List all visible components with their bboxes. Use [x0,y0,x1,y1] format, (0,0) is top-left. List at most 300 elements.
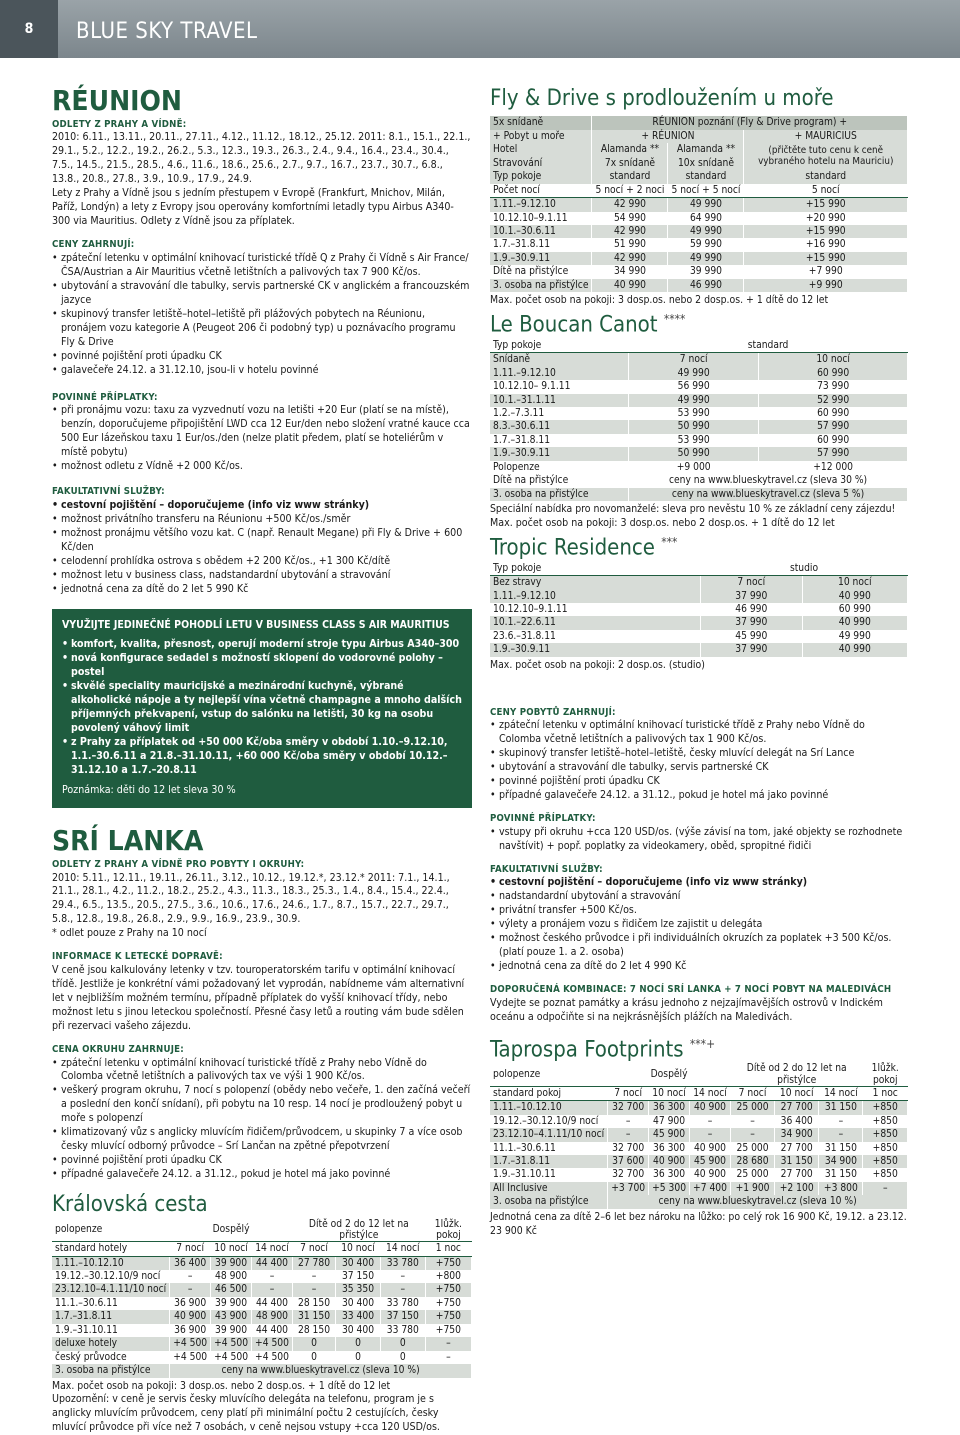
kralovska-rows [52,1256,472,1364]
table-cell: +4 500 [170,1337,211,1350]
table-row [490,474,908,487]
table-cell: – [730,1115,774,1128]
table-cell: 31 150 [819,1142,863,1155]
table-cell: 10.12.10– 9.1.11 [490,380,629,393]
combo-caption: DOPORUČENÁ KOMBINACE: 7 NOCÍ SRÍ LANKA + 7 NOCÍ POBYT NA MALEDIVÁCH [490,984,892,995]
table-cell: 31 150 [775,1155,819,1168]
table-cell: 27 700 [775,1168,819,1181]
table-cell: (přičtěte tuto cenu k ceně vybraného hotelu na Mauriciu) [744,143,908,170]
kralovska-note-1: Max. počet osob na pokoji: 3 dosp.os. nebo 2 dosp.os. + 1 dítě do 12 let [52,1379,391,1392]
table-cell: +3 700 [608,1182,649,1195]
table-cell: 1.7.–31.8.11 [490,1155,608,1168]
table-cell: 33 780 [380,1297,425,1310]
taprospa-title-text: Taprospa Footprints [490,1036,684,1062]
table-cell: +9 990 [744,279,908,292]
table-cell: 45 900 [649,1128,690,1141]
table-cell: 51 990 [592,238,668,251]
table-cell: 60 990 [759,434,908,447]
table-cell: 40 990 [802,643,907,656]
list-item: • případné galavečeře 24.12. a 31.12., pokud je hotel má jako povinné [490,789,908,803]
table-cell: – [292,1283,335,1296]
table-cell: 1.9.–30.9.11 [490,447,629,460]
list-item: • možnost privátního transferu na Réunionu +500 Kč/os./směr [52,513,472,527]
table-row [52,1337,472,1350]
table-cell: 49 990 [668,198,744,212]
table-header-cell: Dospělý [170,1219,293,1242]
table-row [52,1364,472,1377]
table-row [490,1128,908,1141]
table-cell: – [425,1337,471,1350]
table-cell: 36 300 [649,1142,690,1155]
table-row [52,1256,472,1270]
table-row [490,461,908,474]
table-row [52,1297,472,1310]
table-cell: 1.11.–10.12.10 [52,1256,170,1270]
table-cell: 19.12.–30.12.10/9 nocí [490,1115,608,1128]
reunion-optional-list [52,499,472,597]
list-item: • ubytování a stravování dle tabulky, servis partnerské CK [490,761,908,775]
table-row [490,1195,908,1208]
table-cell: +850 [863,1168,908,1181]
table-cell: 25 000 [730,1168,774,1181]
table-row [490,198,908,212]
table-row [490,447,908,460]
page-title: BLUE SKY TRAVEL [76,19,258,44]
table-cell: – [170,1283,211,1296]
table-cell: 54 990 [592,212,668,225]
list-item: • z Prahy za příplatek od +50 000 Kč/oba směry v období 1.10.–9.12.10, 1.1.–30.6.11 a 21.8.–31.10.11, +60 000 Kč/oba směry v období 10.12.–31.12.10 a 1.7.–20.8.11 [62,736,462,778]
business-box-note: Poznámka: děti do 12 let sleva 30 % [62,784,236,797]
kralovska-note-2: Upozornění: v ceně je servis česky mluvícího delegáta na telefonu, program je s anglicky mluvícím průvodcem, ceny platí při minimální počtu 2 cestujících, česky mluvící průvodce při více než 7 osobách, v ceně nejsou vstupy +cca 120 USD/os. [52,1393,440,1434]
list-item: • výlety a pronájem vozu s řidičem lze zajistit u delegáta [490,918,908,932]
table-cell: 39 900 [211,1256,252,1270]
table-cell: 28 150 [292,1324,335,1337]
table-cell: 39 900 [211,1297,252,1310]
list-item: • privátní transfer +500 Kč/os. [490,904,908,918]
table-cell: 1.9.–31.10.11 [490,1168,608,1181]
table-header-cell: 7 nocí [170,1242,211,1256]
table-header-cell: polopenze [52,1219,170,1242]
list-item: • nadstandardní ubytování a stravování [490,890,908,904]
table-cell: Stravování [490,157,592,170]
table-cell: 52 990 [759,394,908,407]
table-header-cell: 14 nocí [252,1242,293,1256]
table-header-cell: 1 noc [863,1086,908,1100]
table-cell: +850 [863,1115,908,1128]
table-row [490,143,908,156]
table-cell: 37 150 [380,1310,425,1323]
table-cell: 5 nocí + 5 nocí [668,184,744,198]
table-cell: 37 990 [701,616,803,629]
table-cell: 44 400 [252,1324,293,1337]
table-cell: 40 900 [649,1155,690,1168]
list-item: • nová konfigurace sedadel s možností sklopení do vodorovné polohy – postel [62,652,462,680]
list-item: • vstupy při okruhu +cca 120 USD/os. (výše závisí na tom, jaké objekty se rozhodnete navštívit) + popř. poplatky za videokamery, oběd, spropitné řidiči [490,826,908,854]
table-cell: 5x snídaně [490,116,592,129]
table-cell: 10.1.–31.1.11 [490,394,629,407]
table-cell: 0 [292,1337,335,1350]
table-cell: 28 680 [730,1155,774,1168]
table-cell: 43 900 [211,1310,252,1323]
table-header-cell: polopenze [490,1063,608,1086]
table-cell: 27 700 [775,1142,819,1155]
table-cell: 48 900 [252,1310,293,1323]
table-cell: RÉUNION poznání (Fly & Drive program) + [592,116,908,129]
combo-text: Vydejte se poznat památky a krásu jednoho z nejzajímavějších ostrovů v Indickém oceánu a odpočiňte si na nejkrásnějších plážích na Maledivách. [490,996,883,1023]
table-cell: 49 990 [629,394,759,407]
table-header-row [490,1086,908,1100]
table-cell: 49 990 [668,225,744,238]
table-cell: Počet nocí [490,184,592,198]
table-cell: 33 780 [380,1324,425,1337]
table-cell: 31 150 [292,1310,335,1323]
table-cell: +4 500 [211,1351,252,1364]
table-cell: +4 500 [170,1351,211,1364]
table-header-row [52,1242,472,1256]
table-cell: – [819,1115,863,1128]
table-header-row [490,562,908,576]
list-item: • celodenní prohlídka ostrova s obědem +2 200 Kč/os., +1 300 Kč/dítě [52,555,472,569]
table-cell: 60 990 [759,367,908,380]
table-cell: 36 300 [649,1168,690,1181]
table-cell: 49 990 [802,630,907,643]
list-item: • cestovní pojištění – doporučujeme (info viz www stránky) [490,876,908,890]
table-cell: 33 400 [336,1310,381,1323]
table-header-cell: 7 nocí [730,1086,774,1100]
table-row [490,225,908,238]
table-cell: 46 990 [701,603,803,616]
table-row [490,184,908,198]
boucan-title-text: Le Boucan Canot [490,312,658,338]
list-item: • ubytování a stravování dle tabulky, servis partnerské CK v anglickém a francouzském jazyce [52,280,472,308]
boucan-table [490,339,908,501]
table-cell: 3. osoba na přistýlce [52,1364,170,1377]
table-row [490,643,908,656]
table-cell: 60 990 [802,603,907,616]
list-item: • komfort, kvalita, přesnost, operují moderní stroje typu Airbus A340–300 [62,638,462,652]
table-cell: Polopenze [490,461,629,474]
reunion-prices-caption: CENY ZAHRNUJÍ: [52,239,135,251]
list-item: • možnost letu v business class, nadstandardní ubytování a stravování [52,569,472,583]
table-cell: +20 990 [744,212,908,225]
table-cell: 34 900 [775,1128,819,1141]
table-cell: 1.9.–30.9.11 [490,252,592,265]
reunion-prices-list [52,252,472,378]
reunion-departures-caption: ODLETY Z PRAHY A VÍDNĚ: [52,118,187,130]
table-cell: – [252,1283,293,1296]
table-cell: +7 990 [744,265,908,278]
table-cell: +4 500 [252,1351,293,1364]
table-cell: 53 990 [629,434,759,447]
table-cell: 23.12.10–4.1.11/10 nocí [52,1283,170,1296]
table-row [490,630,908,643]
table-cell: 7x snídaně [592,157,668,170]
table-cell: ceny na www.blueskytravel.cz (sleva 10 %) [608,1195,908,1208]
table-cell: +4 500 [211,1337,252,1350]
table-header-cell: Dítě od 2 do 12 let na přistýlce [730,1063,863,1086]
list-item: • zpáteční letenku v optimální knihovací turistické třídě Q z Prahy či Vídně s Air France/ČSA/Austrian a Air Mauritius včetně letištních a palivových tax 7 900 Kč/os. [52,252,472,280]
table-cell: – [170,1270,211,1283]
srilanka-departures-caption: ODLETY Z PRAHY A VÍDNĚ PRO POBYTY I OKRUHY: [52,858,305,870]
table-row [490,488,908,501]
table-cell: 10x snídaně [668,157,744,170]
table-cell: 36 400 [170,1256,211,1270]
table-cell: 1.11.–9.12.10 [490,367,629,380]
table-cell: 39 990 [668,265,744,278]
table-cell: deluxe hotely [52,1337,170,1350]
table-row [490,252,908,265]
table-cell: 5 nocí + 2 noci [592,184,668,198]
table-row [52,1270,472,1283]
table-cell: 40 900 [690,1101,731,1115]
table-header-cell: 14 nocí [380,1242,425,1256]
table-cell: 37 600 [608,1155,649,1168]
table-cell: 45 900 [690,1155,731,1168]
table-cell: 23.6.–31.8.11 [490,630,701,643]
srilanka-title: SRÍ LANKA [52,824,204,858]
list-item: • při pronájmu vozu: taxu za vyzvednutí vozu na letišti +20 Eur (platí se na místě), benzín, doporučujeme připojištění LWD cca 12 Eur/den nebo složení vratné kauce cca 500 Eur lázeňskou taxu 1 Eur/os./den (nelze platit předem, platí se hoteliérům v místě pobytu) [52,404,472,460]
table-cell: 42 990 [592,252,668,265]
stay-optional-caption: FAKULTATIVNÍ SLUŽBY: [490,863,603,875]
table-cell: ceny na www.blueskytravel.cz (sleva 10 %) [170,1364,472,1377]
stay-optional-list [490,876,908,974]
table-cell: +9 000 [629,461,759,474]
table-cell: 27 780 [292,1256,335,1270]
taprospa-title [490,1037,908,1064]
table-cell: standard [668,170,744,183]
table-cell: – [608,1115,649,1128]
table-cell: – [425,1351,471,1364]
table-cell: 1.9.–31.10.11 [52,1324,170,1337]
table-header-cell: 14 nocí [819,1086,863,1100]
list-item: • galavečeře 24.12. a 31.12.10, jsou-li v hotelu povinné [52,364,472,378]
star-rating: **** [663,312,686,327]
list-item: • jednotná cena za dítě do 2 let 4 990 Kč [490,960,908,974]
table-cell: 28 150 [292,1297,335,1310]
srilanka-departures-text: 2010: 5.11., 12.11., 19.11., 26.11., 3.12., 10.12., 19.12.*, 23.12.* 2011: 7.1., 14.1., 21.1., 28.1., 4.2., 11.2., 18.2., 25.2., 4.3., 11.3., 18.3., 25.3., 1.4., 8.4., 15.4., 22.4., 29.4., 6.5., 13.5., 20.5., 27.5., 3.6., 10.6., 17.6., 24.6., 1.7., 8.7., 15.7., 22.7., 29.7., 5.8., 12.8., 19.8., 26.8., 2.9., 9.9., 16.9., 23.9., 30.9. [52,871,450,926]
table-row [490,420,908,433]
table-header-row [52,1219,472,1242]
table-cell: – [690,1128,731,1141]
table-cell: 5 nocí [744,184,908,198]
tropic-title-text: Tropic Residence [490,535,655,561]
table-cell: +16 990 [744,238,908,251]
table-cell: 0 [380,1351,425,1364]
table-cell: 30 400 [336,1297,381,1310]
table-header-cell: 1 noc [425,1242,471,1256]
table-cell: 56 990 [629,380,759,393]
table-cell: +1 900 [730,1182,774,1195]
table-row [490,130,908,143]
table-cell: 44 400 [252,1297,293,1310]
flydrive-title: Fly & Drive s prodloužením u moře [490,86,834,111]
table-row [490,1155,908,1168]
table-cell: 42 990 [592,198,668,212]
table-row [490,116,908,129]
table-cell: 42 990 [592,225,668,238]
left-column [52,86,472,1435]
table-cell: 0 [336,1351,381,1364]
table-header-row [490,339,908,353]
table-cell: 49 990 [668,252,744,265]
table-header-cell: Bez stravy [490,576,701,590]
taprospa-table [490,1063,908,1209]
table-cell: 10.1.–22.6.11 [490,616,701,629]
table-cell: +750 [425,1297,471,1310]
table-cell: 48 900 [211,1270,252,1283]
table-cell: Hotel [490,143,592,156]
table-cell: 39 900 [211,1324,252,1337]
table-cell: 40 990 [802,590,907,603]
star-rating: *** [661,534,678,549]
reunion-mandatory-list [52,404,472,474]
table-row [490,170,908,183]
table-cell: +800 [425,1270,471,1283]
kralovska-table [52,1219,472,1378]
table-cell: 23.12.10–4.1.11/10 nocí [490,1128,608,1141]
table-cell: standard [592,170,668,183]
table-cell: 0 [380,1337,425,1350]
list-item: • povinné pojištění proti úpadku CK [52,350,472,364]
table-header-cell: 1lůžk. pokoj [863,1063,908,1086]
kralovska-title: Královská cesta [52,1192,208,1218]
table-cell: 40 900 [170,1310,211,1323]
table-cell: 32 700 [608,1142,649,1155]
table-cell: 1.7.–31.8.11 [490,434,629,447]
flydrive-rows [490,198,908,293]
table-cell: 57 990 [759,420,908,433]
table-cell: 46 500 [211,1283,252,1296]
table-cell: 36 900 [170,1324,211,1337]
table-row [52,1324,472,1337]
table-cell: 37 150 [336,1270,381,1283]
table-row [490,1101,908,1115]
table-row [490,380,908,393]
table-header-cell: 10 nocí [802,576,907,590]
list-item: • skvělé speciality mauricijské a mezinárodní kuchyně, výbrané alkoholické nápoje a ty nejlepší vína včetně champagne a mnoho dalších příjemných překvapení, vstup do salónku na letišti, 30 kg na osobu povolený váhový limit [62,680,462,736]
business-box-title: VYUŽIJTE JEDINEČNÉ POHODLÍ LETU V BUSINESS CLASS S AIR MAURITIUS [62,618,450,631]
business-box-list [62,638,462,778]
list-item: • veškerý program okruhu, 7 nocí s polopenzí (obědy nebo večeře, 1. den začíná večeří a poslední den končí snídaní), při pobytu na 10 resp. 14 nocí je prodloužený pobyt u moře s polopenzí [52,1084,472,1126]
flydrive-note: Max. počet osob na pokoji: 3 dosp.os. nebo 2 dosp.os. + 1 dítě do 12 let [490,294,829,307]
business-class-box [52,609,472,809]
table-cell: 36 900 [170,1297,211,1310]
stay-mandatory-caption: POVINNÉ PŘÍPLATKY: [490,812,596,824]
list-item: • možnost pronájmu většího vozu kat. C (např. Renault Megane) při Fly & Drive + 600 Kč/den [52,527,472,555]
table-header-cell: 7 nocí [292,1242,335,1256]
table-cell: 31 150 [819,1168,863,1181]
reunion-mandatory-caption: POVINNÉ PŘÍPLATKY: [52,391,158,403]
list-item: • povinné pojištění proti úpadku CK [52,1154,472,1168]
table-cell: 60 990 [759,407,908,420]
table-cell: Dítě na přistýlce [490,265,592,278]
table-cell: + Pobyt u moře [490,130,592,143]
table-header-cell: 10 nocí [336,1242,381,1256]
table-cell: +15 990 [744,252,908,265]
table-cell: 10.12.10–9.1.11 [490,603,701,616]
table-header-cell: 7 nocí [701,576,803,590]
table-cell: 50 990 [629,447,759,460]
table-cell: +3 800 [819,1182,863,1195]
table-cell: 33 780 [380,1256,425,1270]
table-cell: 1.7.–31.8.11 [490,238,592,251]
table-header-cell: standard hotely [52,1242,170,1256]
table-cell: 31 150 [819,1101,863,1115]
table-header-cell: 14 nocí [690,1086,731,1100]
table-cell: +12 000 [759,461,908,474]
table-cell: 73 990 [759,380,908,393]
table-row [490,1182,908,1195]
table-cell: 40 990 [802,616,907,629]
table-cell: 10.12.10–9.1.11 [490,212,592,225]
table-cell: 34 990 [592,265,668,278]
table-cell: +850 [863,1142,908,1155]
table-row [52,1310,472,1323]
srilanka-tour-list [52,1057,472,1183]
table-cell: – [863,1182,908,1195]
table-header-cell: Typ pokoje [490,339,629,353]
tropic-note: Max. počet osob na pokoji: 2 dosp.os. (studio) [490,658,705,671]
flydrive-table [490,116,908,292]
table-row [490,603,908,616]
table-cell: – [730,1128,774,1141]
table-cell: 3. osoba na přistýlce [490,488,629,501]
table-header-cell: standard [629,339,908,353]
table-cell: – [819,1128,863,1141]
table-cell: 36 400 [775,1115,819,1128]
stay-prices-list [490,719,908,803]
table-header-cell: 10 nocí [211,1242,252,1256]
table-cell: ceny na www.blueskytravel.cz (sleva 30 %) [629,474,908,487]
table-header-row [490,353,908,367]
reunion-optional-caption: FAKULTATIVNÍ SLUŽBY: [52,486,165,498]
boucan-title [490,312,908,339]
table-row [490,1142,908,1155]
srilanka-footnote: * odlet pouze z Prahy na 10 nocí [52,927,207,940]
list-item: • zpáteční letenku v optimální knihovací turistické třídě z Prahy nebo Vídně do Colomba včetně letištních a palivových tax ve výši 1 900 Kč/os. [52,1057,472,1085]
table-cell: 36 300 [649,1101,690,1115]
table-cell: + RÉUNION [592,130,744,143]
table-row [490,434,908,447]
page-number: 8 [0,0,58,58]
table-header-cell: 7 nocí [629,353,759,367]
table-cell: 40 990 [592,279,668,292]
taprospa-rows [490,1101,908,1196]
table-row [490,1115,908,1128]
table-cell: +2 100 [775,1182,819,1195]
table-cell: Typ pokoje [490,170,592,183]
table-header-cell: 7 nocí [608,1086,649,1100]
table-cell: – [690,1115,731,1128]
srilanka-info-text: V ceně jsou kalkulovány letenky v tzv. touroperatorském tarifu v optimální knihovací třídě. Jestliže je konkrétní vámi požadovaný let vyprodán, nabídneme vám alternativní let v nejbližším možném termínu, případně příplatek do vyšší knihovací třídy, nebo možnost letu s jinou leteckou společností. Přesné časy letů a routing vám bude sdělen při rezervaci vašeho zájezdu. [52,964,465,1032]
table-header-cell: 10 nocí [775,1086,819,1100]
table-cell: +750 [425,1324,471,1337]
table-cell: 1.11.–9.12.10 [490,198,592,212]
table-row [490,590,908,603]
list-item: • klimatizovaný vůz s anglicky mluvícím řidičem/průvodcem, u skupinky 7 a více osob česky mluvící odborný průvodce – Srí Lančan na zpětné přepotvrzení [52,1126,472,1154]
table-cell: 25 000 [730,1101,774,1115]
table-cell: 37 990 [701,590,803,603]
boucan-note-2: Max. počet osob na pokoji: 3 dosp.os. nebo 2 dosp.os. + 1 dítě do 12 let [490,516,835,529]
table-cell: 0 [292,1351,335,1364]
table-cell: Alamanda ** [668,143,744,156]
table-row [52,1351,472,1364]
reunion-departures-text: 2010: 6.11., 13.11., 20.11., 27.11., 4.12., 11.12., 18.12., 25.12. 2011: 8.1., 15.1., 22.1., 29.1., 5.2., 12.2., 19.2., 26.2., 5.3., 12.3., 19.3., 26.3., 2.4., 9.4., 16.4., 23.4., 30.4., 7.5., 14.5., 21.5., 28.5., 4.6., 11.6., 18.6., 25.6., 2.7., 9.7., 16.7., 23.7., 30.7., 6.8., 13.8., 20.8., 27.8., 3.9., 10.9., 17.9., 24.9. [52,131,471,186]
table-cell: +850 [863,1128,908,1141]
table-cell: 64 990 [668,212,744,225]
table-header-cell: studio [701,562,908,576]
table-row [490,238,908,251]
